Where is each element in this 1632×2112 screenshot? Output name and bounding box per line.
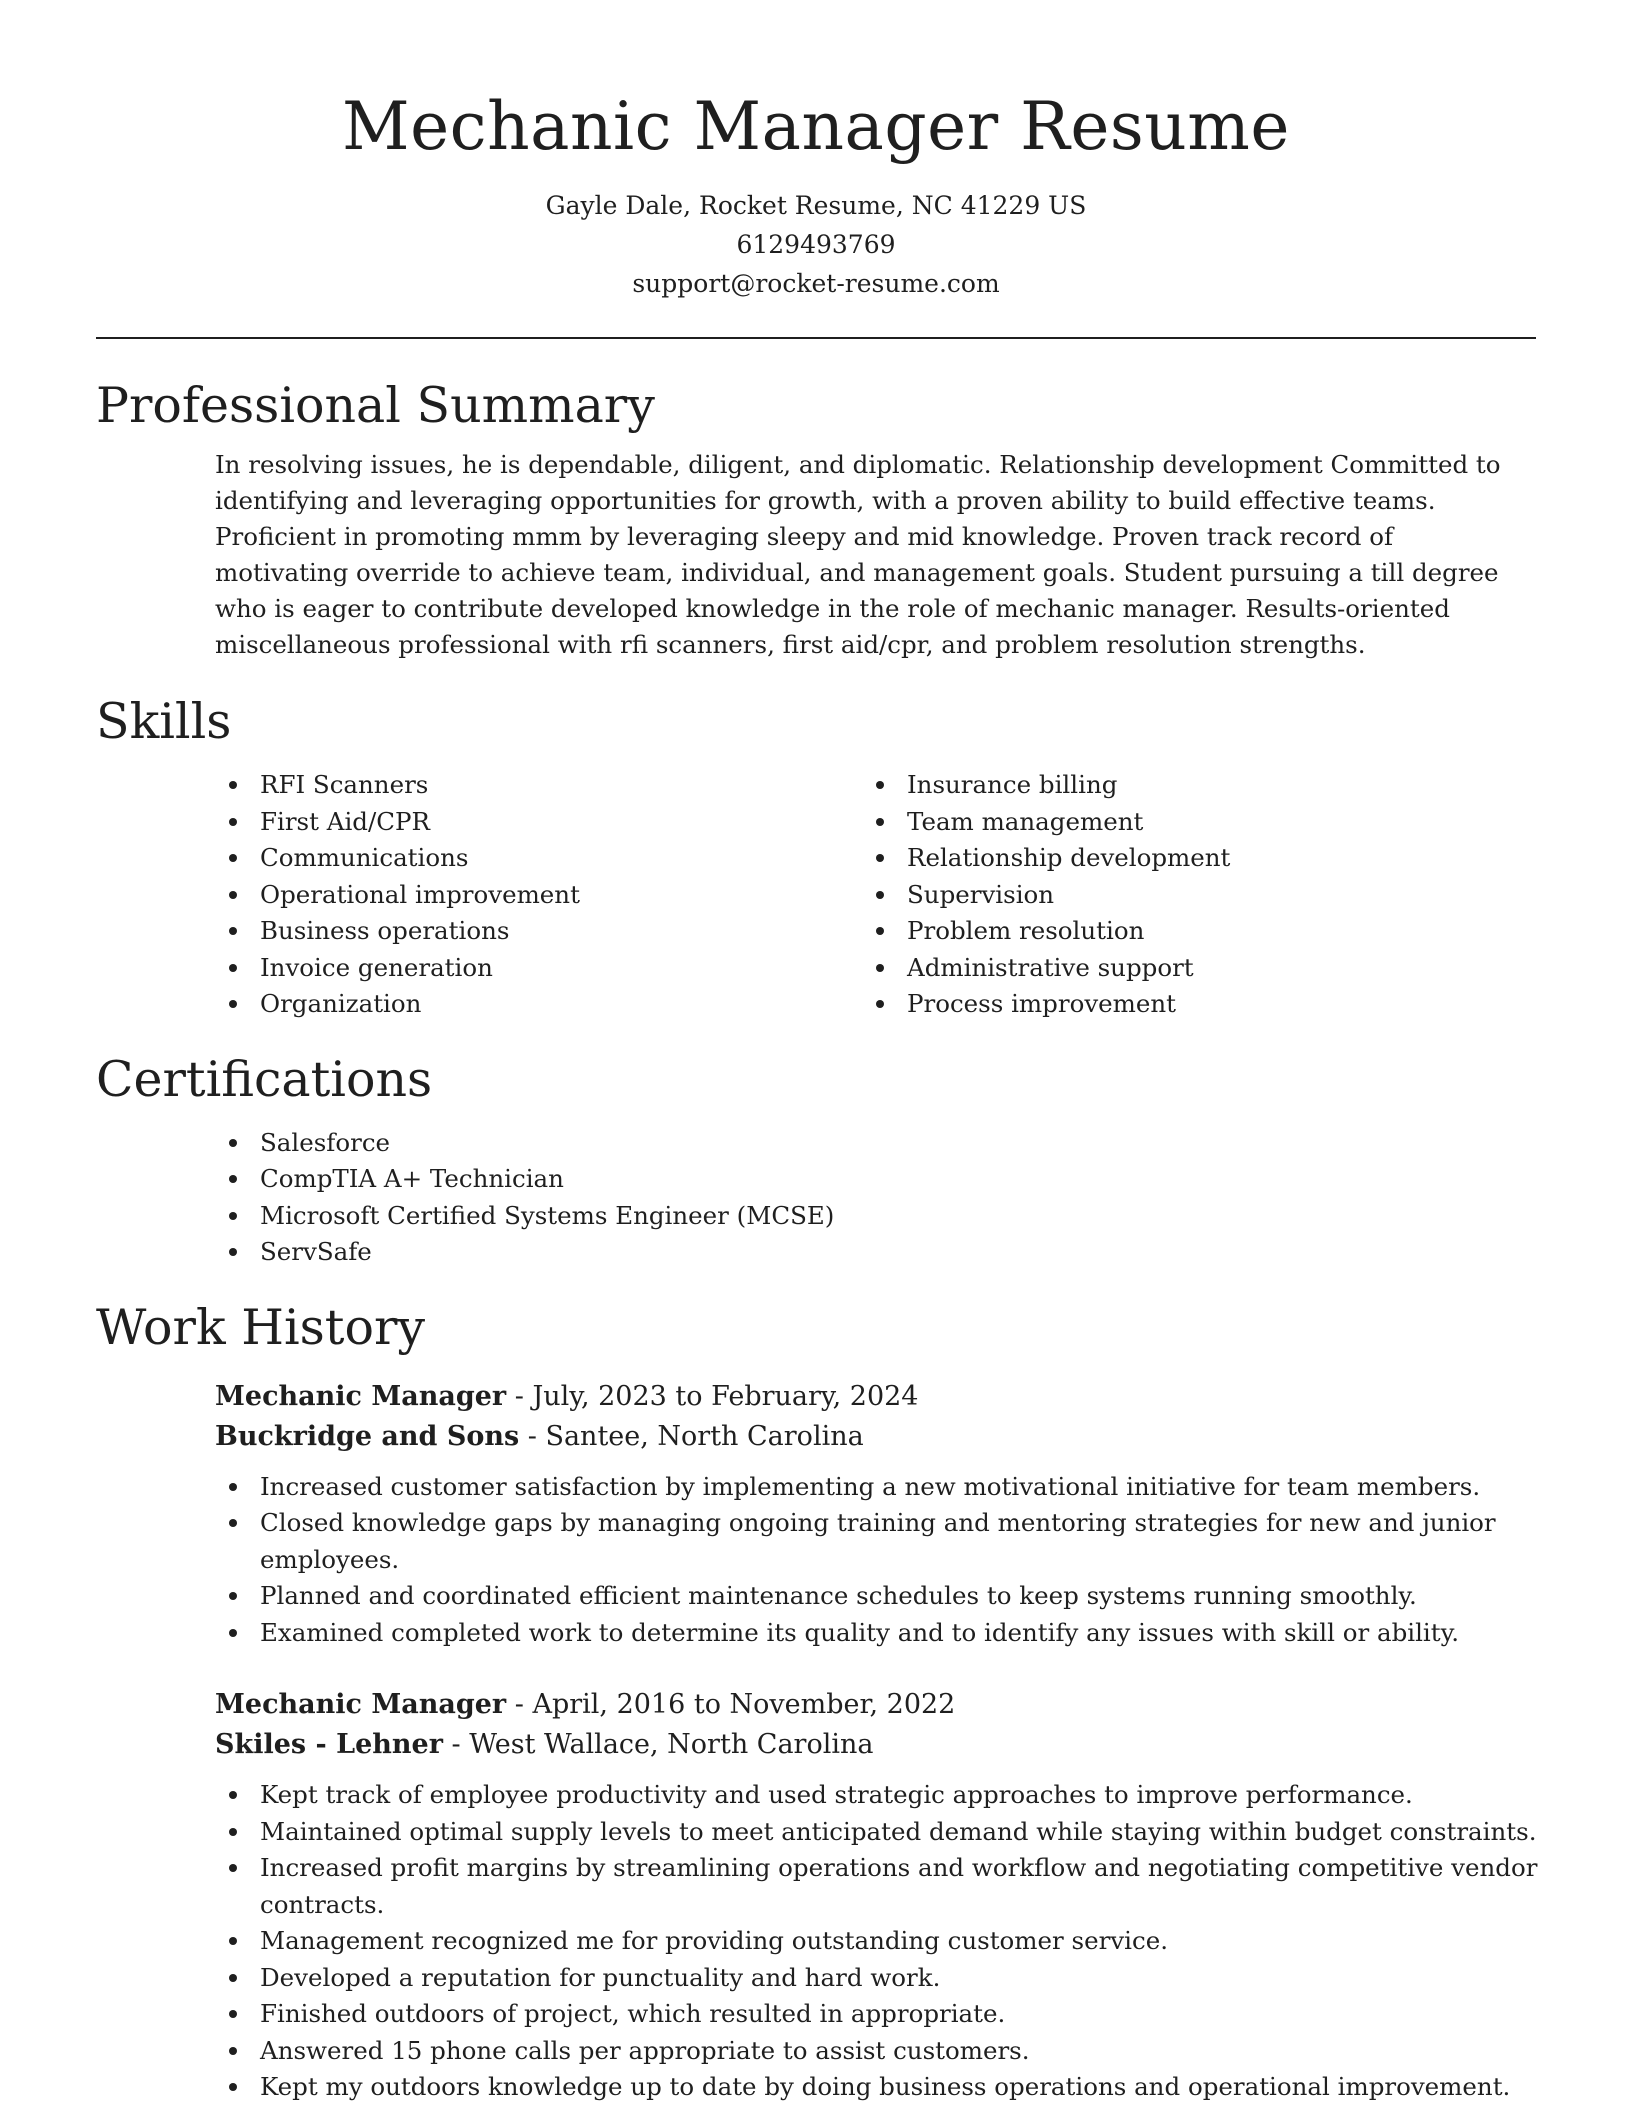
skill-item: Supervision bbox=[746, 877, 1536, 914]
page-title: Mechanic Manager Resume bbox=[342, 88, 1290, 165]
job-bullet: Increased customer satisfaction by implementing a new motivational initiative for team members. bbox=[96, 1469, 1550, 1506]
contact-phone: 6129493769 bbox=[736, 230, 896, 259]
certification-item: Microsoft Certified Systems Engineer (MCSE) bbox=[96, 1198, 1536, 1235]
resume-page bbox=[96, 0, 1536, 2106]
job-dates: - April, 2016 to November, 2022 bbox=[506, 1689, 956, 1720]
job-entry bbox=[96, 1685, 1536, 2106]
skills-list-left bbox=[96, 767, 746, 1023]
job-company: Buckridge and Sons bbox=[215, 1420, 520, 1452]
skill-item: Problem resolution bbox=[746, 913, 1536, 950]
skills-heading: Skills bbox=[96, 693, 232, 750]
job-dates: - July, 2023 to February, 2024 bbox=[506, 1380, 919, 1412]
summary-text: In resolving issues, he is dependable, diligent, and diplomatic. Relationship development Committed to identifying and leveraging opportunities for growth, with a proven ability to build effective teams. Proficient in promoting mmm by leveraging sleepy and mid knowledge. Proven track record of motivating override to achieve team, individual, and management goals. Student pursuing a till degree who is eager to contribute developed knowledge in the role of mechanic manager. Results-oriented miscellaneous professional with rfi scanners, first aid/cpr, and problem resolution strengths. bbox=[215, 450, 1501, 659]
job-bullet-list bbox=[96, 1777, 1536, 2106]
summary-heading: Professional Summary bbox=[96, 377, 655, 434]
job-company: Skiles - Lehner bbox=[215, 1729, 443, 1760]
header-divider bbox=[96, 337, 1536, 339]
job-role: Mechanic Manager bbox=[215, 1380, 507, 1412]
job-bullet-list bbox=[96, 1469, 1536, 1652]
skill-item: Communications bbox=[96, 840, 746, 877]
job-bullet: Kept track of employee productivity and used strategic approaches to improve performance. bbox=[96, 1777, 1550, 1814]
work-history-heading: Work History bbox=[96, 1298, 426, 1356]
job-bullet: Closed knowledge gaps by managing ongoing training and mentoring strategies for new and junior employees. bbox=[96, 1505, 1550, 1578]
skill-item: First Aid/CPR bbox=[96, 804, 746, 841]
skill-item: Business operations bbox=[96, 913, 746, 950]
job-bullet: Planned and coordinated efficient maintenance schedules to keep systems running smoothly. bbox=[96, 1578, 1550, 1615]
skill-item: Insurance billing bbox=[746, 767, 1536, 804]
certification-item: CompTIA A+ Technician bbox=[96, 1161, 1536, 1198]
job-location: - West Wallace, North Carolina bbox=[442, 1729, 874, 1760]
skill-item: Operational improvement bbox=[96, 877, 746, 914]
skills-list-right bbox=[746, 767, 1536, 1023]
skill-item: Invoice generation bbox=[96, 950, 746, 987]
job-bullet: Examined completed work to determine its quality and to identify any issues with skill or ability. bbox=[96, 1615, 1550, 1652]
skills-columns bbox=[96, 767, 1536, 1023]
resume-header bbox=[96, 0, 1536, 303]
skill-item: Organization bbox=[96, 986, 746, 1023]
skill-item: RFI Scanners bbox=[96, 767, 746, 804]
job-title-line bbox=[215, 1685, 1536, 1725]
work-history-section bbox=[96, 1297, 1536, 2106]
certifications-list bbox=[96, 1125, 1536, 1271]
job-location: - Santee, North Carolina bbox=[519, 1420, 864, 1452]
job-bullet: Answered 15 phone calls per appropriate to assist customers. bbox=[96, 2033, 1550, 2070]
certification-item: Salesforce bbox=[96, 1125, 1536, 1162]
skill-item: Process improvement bbox=[746, 986, 1536, 1023]
skill-item: Administrative support bbox=[746, 950, 1536, 987]
certifications-heading: Certifications bbox=[96, 1050, 433, 1108]
job-company-line bbox=[215, 1725, 1536, 1765]
contact-email: support@rocket-resume.com bbox=[632, 269, 1000, 298]
job-title-line bbox=[215, 1377, 1536, 1417]
certifications-section bbox=[96, 1049, 1536, 1271]
job-bullet: Finished outdoors of project, which resulted in appropriate. bbox=[96, 1996, 1550, 2033]
job-bullet: Kept my outdoors knowledge up to date by doing business operations and operational improvement. bbox=[96, 2069, 1550, 2106]
certification-item: ServSafe bbox=[96, 1234, 1536, 1271]
skill-item: Team management bbox=[746, 804, 1536, 841]
job-bullet: Maintained optimal supply levels to meet anticipated demand while staying within budget constraints. bbox=[96, 1814, 1550, 1851]
job-company-line bbox=[215, 1417, 1536, 1457]
job-bullet: Management recognized me for providing outstanding customer service. bbox=[96, 1923, 1550, 1960]
skill-item: Relationship development bbox=[746, 840, 1536, 877]
contact-address: Gayle Dale, Rocket Resume, NC 41229 US bbox=[545, 191, 1087, 220]
job-bullet: Developed a reputation for punctuality and hard work. bbox=[96, 1960, 1550, 1997]
skills-section bbox=[96, 691, 1536, 1023]
job-entry bbox=[96, 1377, 1536, 1652]
summary-section bbox=[96, 375, 1536, 663]
job-role: Mechanic Manager bbox=[215, 1689, 507, 1720]
contact-block bbox=[96, 186, 1536, 303]
job-bullet: Increased profit margins by streamlining operations and workflow and negotiating competitive vendor contracts. bbox=[96, 1850, 1550, 1923]
